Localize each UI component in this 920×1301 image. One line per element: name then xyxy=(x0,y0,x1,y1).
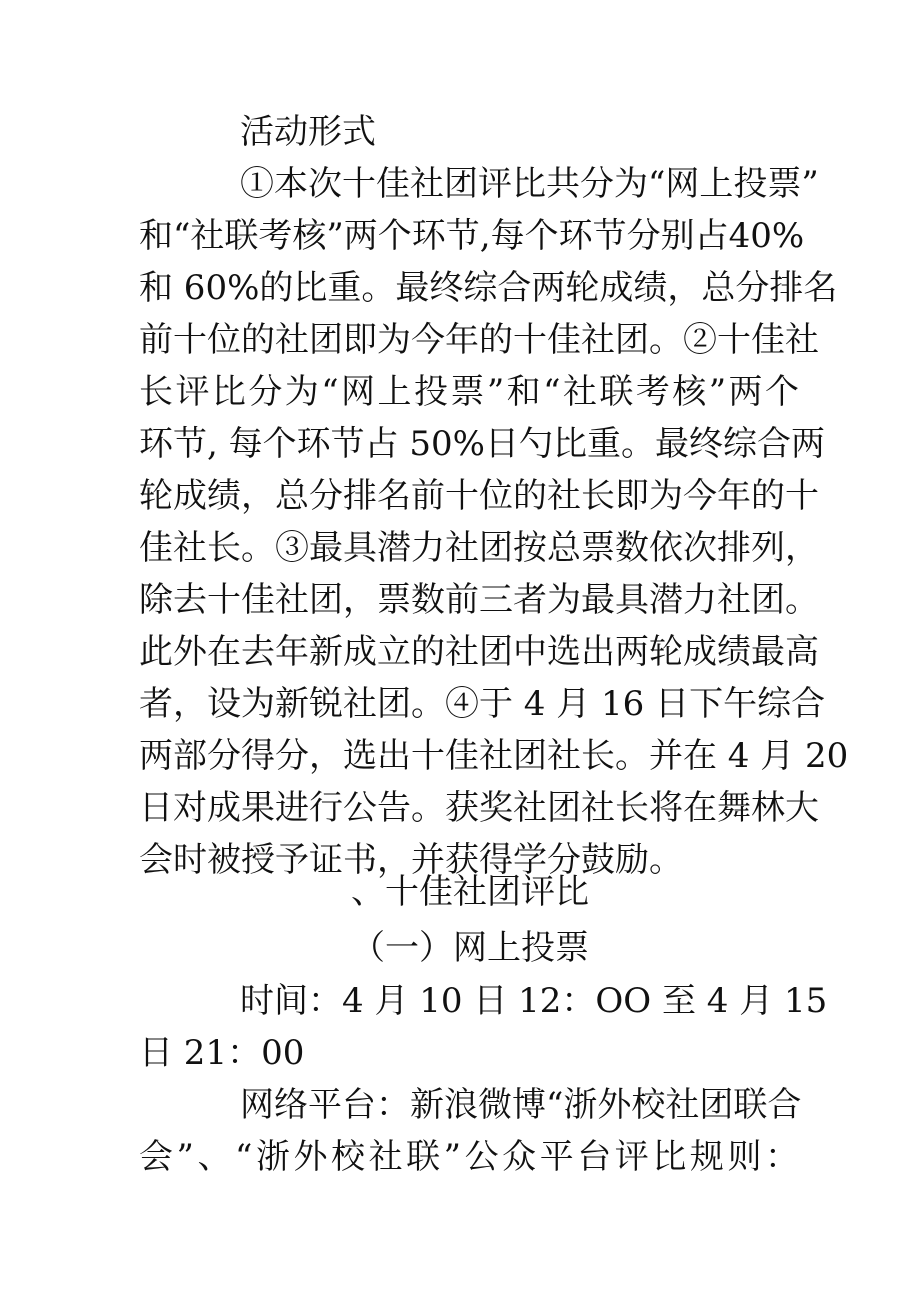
paragraph-line: 长评比分为“网上投票”和“社联考核”两个 xyxy=(139,372,799,412)
paragraph-line: 佳社长。③最具潜力社团按总票数依次排列， xyxy=(139,528,819,568)
platform-line: 会”、“浙外校社联”公众平台评比规则： xyxy=(139,1137,799,1177)
paragraph-line: ①本次十佳社团评比共分为“网上投票” xyxy=(240,164,819,204)
time-line: 时间：4 月 10 日 12：OO 至 4 月 15 xyxy=(240,981,828,1021)
platform-line: 网络平台：新浪微博“浙外校社团联合 xyxy=(240,1085,802,1125)
paragraph-line: 此外在去年新成立的社团中选出两轮成绩最高 xyxy=(139,632,819,672)
paragraph-line: 和“社联考核”两个环节,每个环节分别占40% xyxy=(139,216,805,256)
subtitle-online-voting: （一）网上投票 xyxy=(351,928,589,968)
paragraph-line: 除去十佳社团，票数前三者为最具潜力社团。 xyxy=(139,580,819,620)
paragraph-line: 轮成绩，总分排名前十位的社长即为今年的十 xyxy=(139,476,819,516)
paragraph-line: 日对成果进行公告。获奖社团社长将在舞林大 xyxy=(139,788,819,828)
paragraph-line: 和 60%的比重。最终综合两轮成绩，总分排名 xyxy=(139,268,838,308)
paragraph-line: 环节, 每个环节占 50%日勺比重。最终综合两 xyxy=(139,424,825,464)
paragraph-line: 者，设为新锐社团。④于 4 月 16 日下午综合 xyxy=(139,684,826,724)
paragraph-line: 前十位的社团即为今年的十佳社团。②十佳社 xyxy=(139,320,819,360)
paragraph-line: 会时被授予证书，并获得学分鼓励。 xyxy=(139,840,683,880)
paragraph-line: 两部分得分，选出十佳社团社长。并在 4 月 20 xyxy=(139,736,849,776)
subtitle-evaluation: 、十佳社团评比 xyxy=(351,872,589,912)
section-heading: 活动形式 xyxy=(240,112,376,152)
time-line: 日 21：00 xyxy=(139,1033,305,1073)
